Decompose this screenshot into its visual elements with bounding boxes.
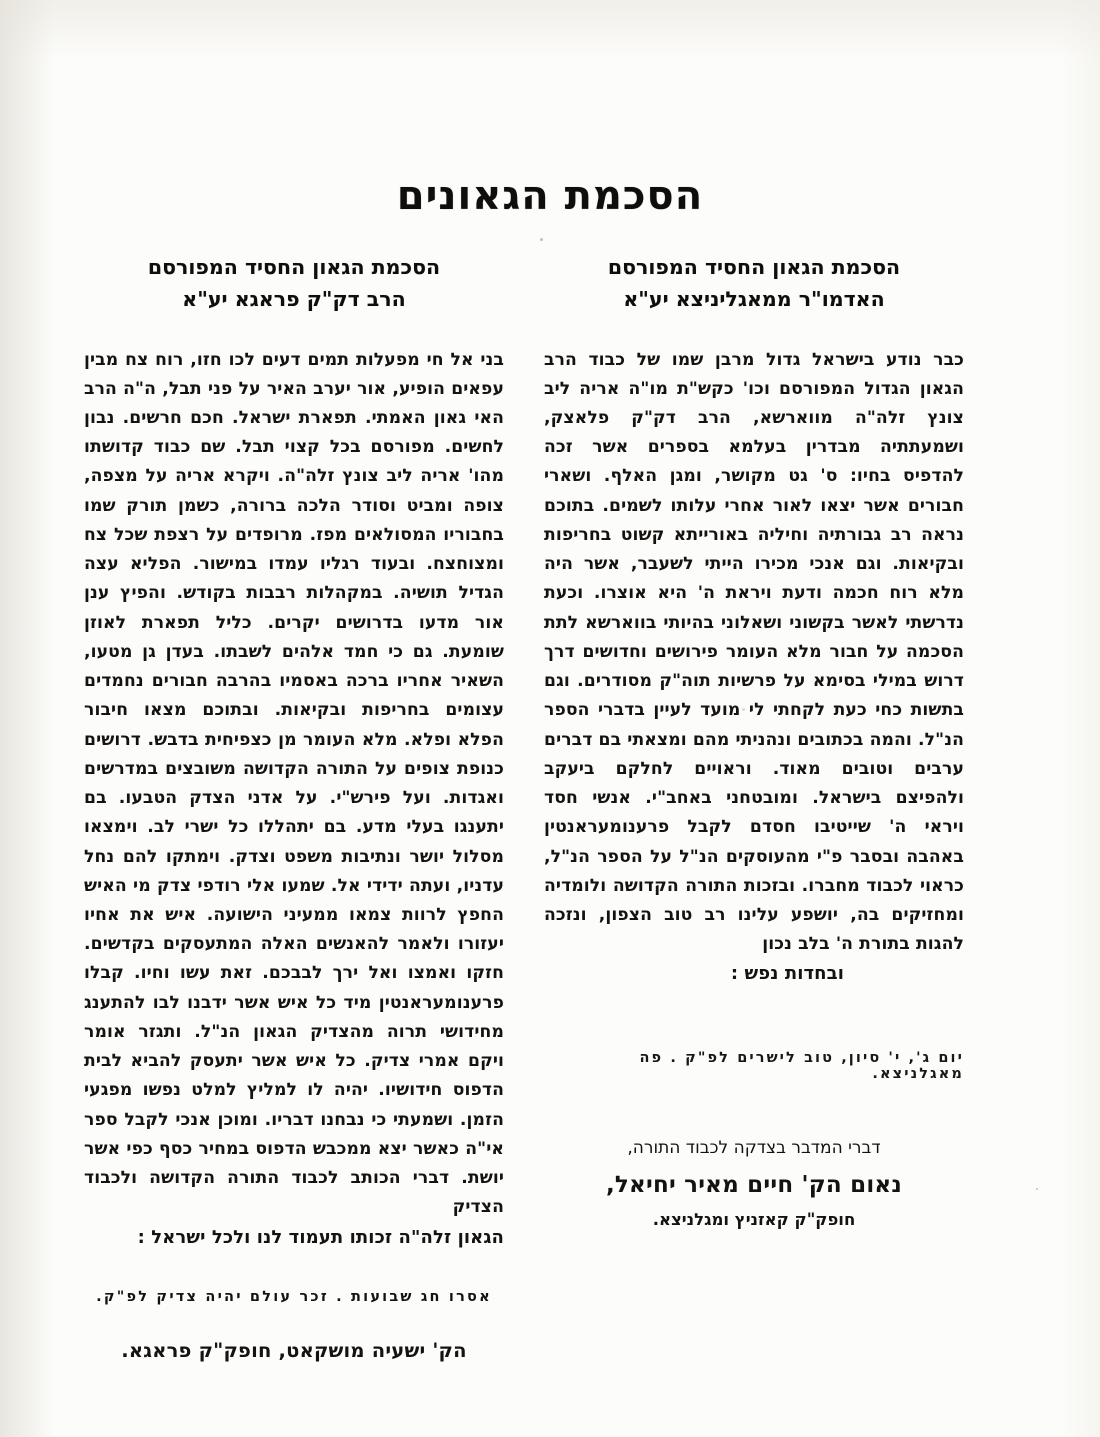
approbation-magnitza xyxy=(544,252,964,1229)
signature-name: נאום הק' חיים מאיר יחיאל, xyxy=(606,1172,902,1199)
signature-name: הק' ישעיה מושקאט, חופק"ק פראגא. xyxy=(121,1339,467,1363)
approbation-heading-line1: הסכמת הגאון החסיד המפורסם xyxy=(607,255,901,279)
approbation-heading xyxy=(84,252,504,316)
approbation-date: יום ג', י' סיון, טוב לישרים לפ"ק . פה מאגלניצא. xyxy=(639,1050,964,1083)
approbation-body xyxy=(84,346,504,1254)
approbation-closing: ובחדות נפש : xyxy=(730,963,844,985)
approbation-signature xyxy=(544,1138,964,1229)
scan-speck xyxy=(540,238,543,241)
approbation-date: אסרו חג שבועות . זכר עולם יהיה צדיק לפ"ק. xyxy=(96,1289,492,1306)
approbation-heading-line2: הרב דק"ק פראגא יע"א xyxy=(182,286,406,311)
approbation-heading-line1: הסכמת הגאון החסיד המפורסם xyxy=(147,255,441,279)
approbation-heading xyxy=(544,252,964,316)
approbation-praga xyxy=(84,252,504,1362)
page-title: הסכמת הגאונים xyxy=(396,172,704,219)
signature-lead: דברי המדבר בצדקה לכבוד התורה, xyxy=(627,1138,881,1159)
approbation-heading-line2: האדמו"ר ממאגליניצא יע"א xyxy=(623,286,885,311)
signature-role: חופק"ק קאזניץ ומגלניצא. xyxy=(652,1210,856,1230)
approbation-body-text: בני אל חי מפעלות תמים דעים לכו חזו, רוח צח מבין עפאים הופיע, אור יערב האיר על פני תבל, ה"ה הרב האי גאון האמתי. תפארת ישראל. חכם חרשים. נבון לחשים. מפורסם בכל קצוי תבל. שם כבוד קדושתו מהו' אריה ליב צונץ זלה"ה. ויקרא אריה על מצפה, צופה ומביט וסודר הלכה ברורה, כשמן תורק שמו בחבוריו המסולאים מפז. מרופדים על רצפת שכל צח ומצוחצח. ובעוד רגליו עמדו במישור. הפליא עצה הגדיל תושיה. במקהלות רבבות בקודש. והפיץ ענן אור מדעו בדרושים יקרים. כליל תפארת לאוזן שומעת. גם כי חמד אלהים לשבתו. בעדן גן מטעו, השאיר אחריו ברכה באסמיו בהרבה חבורים נחמדים עצומים בחריפות ובקיאות. ובתוכם מצאו חיבור הפלא ופלא. מלא העומר מן כצפיחית בדבש. דרושים כנופת צופים על התורה הקדושה משובצים במדרשים ואגדות. ועל פירש"י. על אדני הצדק הטבעו. בם יתענגו בעלי מדע. בם יתהללו כל ישרי לב. וימצאו מסלול יושר ונתיבות משפט וצדק. וימתקו להם נחל עדניו, ועתה ידידי אל. שמעו אלי רודפי צדק מי האיש החפץ לרוות צמאו ממעיני הישועה. איש את אחיו יעזורו ולאמר להאנשים האלה המתעסקים בקדשים. חזקו ואמצו ואל ירך לבבכם. זאת עשו וחיו. קבלו פרענומעראנטין מיד כל איש אשר ידבנו לבו להתענג מחידושי תרוה מהצדיק הגאון הנ"ל. ותגזר אומר ויקם אמרי צדיק. כל איש אשר יתעסק להביא לבית הדפוס חידושיו. יהיה לו למליץ למלט נפשו מפגעי הזמן. ושמעתי כי נבחנו דבריו. ומוכן אנכי לקבל ספר אי"ה כאשר יצא ממכבש הדפוס במחיר כסף כפי אשר יושת. דברי הכותב לכבוד התורה הקדושה ולכבוד הצדיק xyxy=(84,349,504,1218)
approbation-closing: הגאון זלה"ה זכותו תעמוד לנו ולכל ישראל : xyxy=(137,1226,504,1248)
approbations-columns xyxy=(0,252,1100,1372)
approbation-body xyxy=(544,346,964,991)
approbation-body-text: כבר נודע בישראל גדול מרבן שמו של כבוד הרב הגאון הגדול המפורסם וכו' כקש"ת מו"ה אריה ליב צונץ זלה"ה מווארשא, הרב דק"ק פלאצק, ושמעתתיה מבדרין בעלמא בספרים אשר זכה להדפיס בחיו: ס' גט מקושר, ומגן האלף. ושארי חבורים אשר יצאו לאור אחרי עלותו לשמים. בתוכם נראה רב גבורתיה וחיליה באורייתא קשוט בחריפות ובקיאות. וגם אנכי מכירו הייתי לשעבר, אשר היה מלא רוח חכמה ודעת ויראת ה' היא אוצרו. וכעת נדרשתי לאשר בקשוני ושאלוני בהיותי בווארשא לתת הסכמה על חבור מלא העומר פירושים וחדושים דרך דרוש במילי בסימא על פרשיות תוה"ק מסודרים. וגם בתשות כחי כעת לקחתי לי מועד לעיין בדברי הספר הנ"ל. והמה בכתובים ונהניתי מהם ומצאתי בם דברים ערבים וטובים מאוד. וראויים לחלקם ביעקב ולהפיצם בישראל. ומובטחני באחב"י. אנשי חסד ויראי ה' שייטיבו חסדם לקבל פרענומעראנטין באהבה ובסבר פ"י מהעוסקים הנ"ל על הספר הנ"ל, כראוי לכבוד מחברו. ובזכות התורה הקדושה ולומדיה ומחזיקים בה, יושפע עלינו רב טוב הצפון, ונזכה להגות בתורת ה' בלב נכון xyxy=(544,349,964,955)
